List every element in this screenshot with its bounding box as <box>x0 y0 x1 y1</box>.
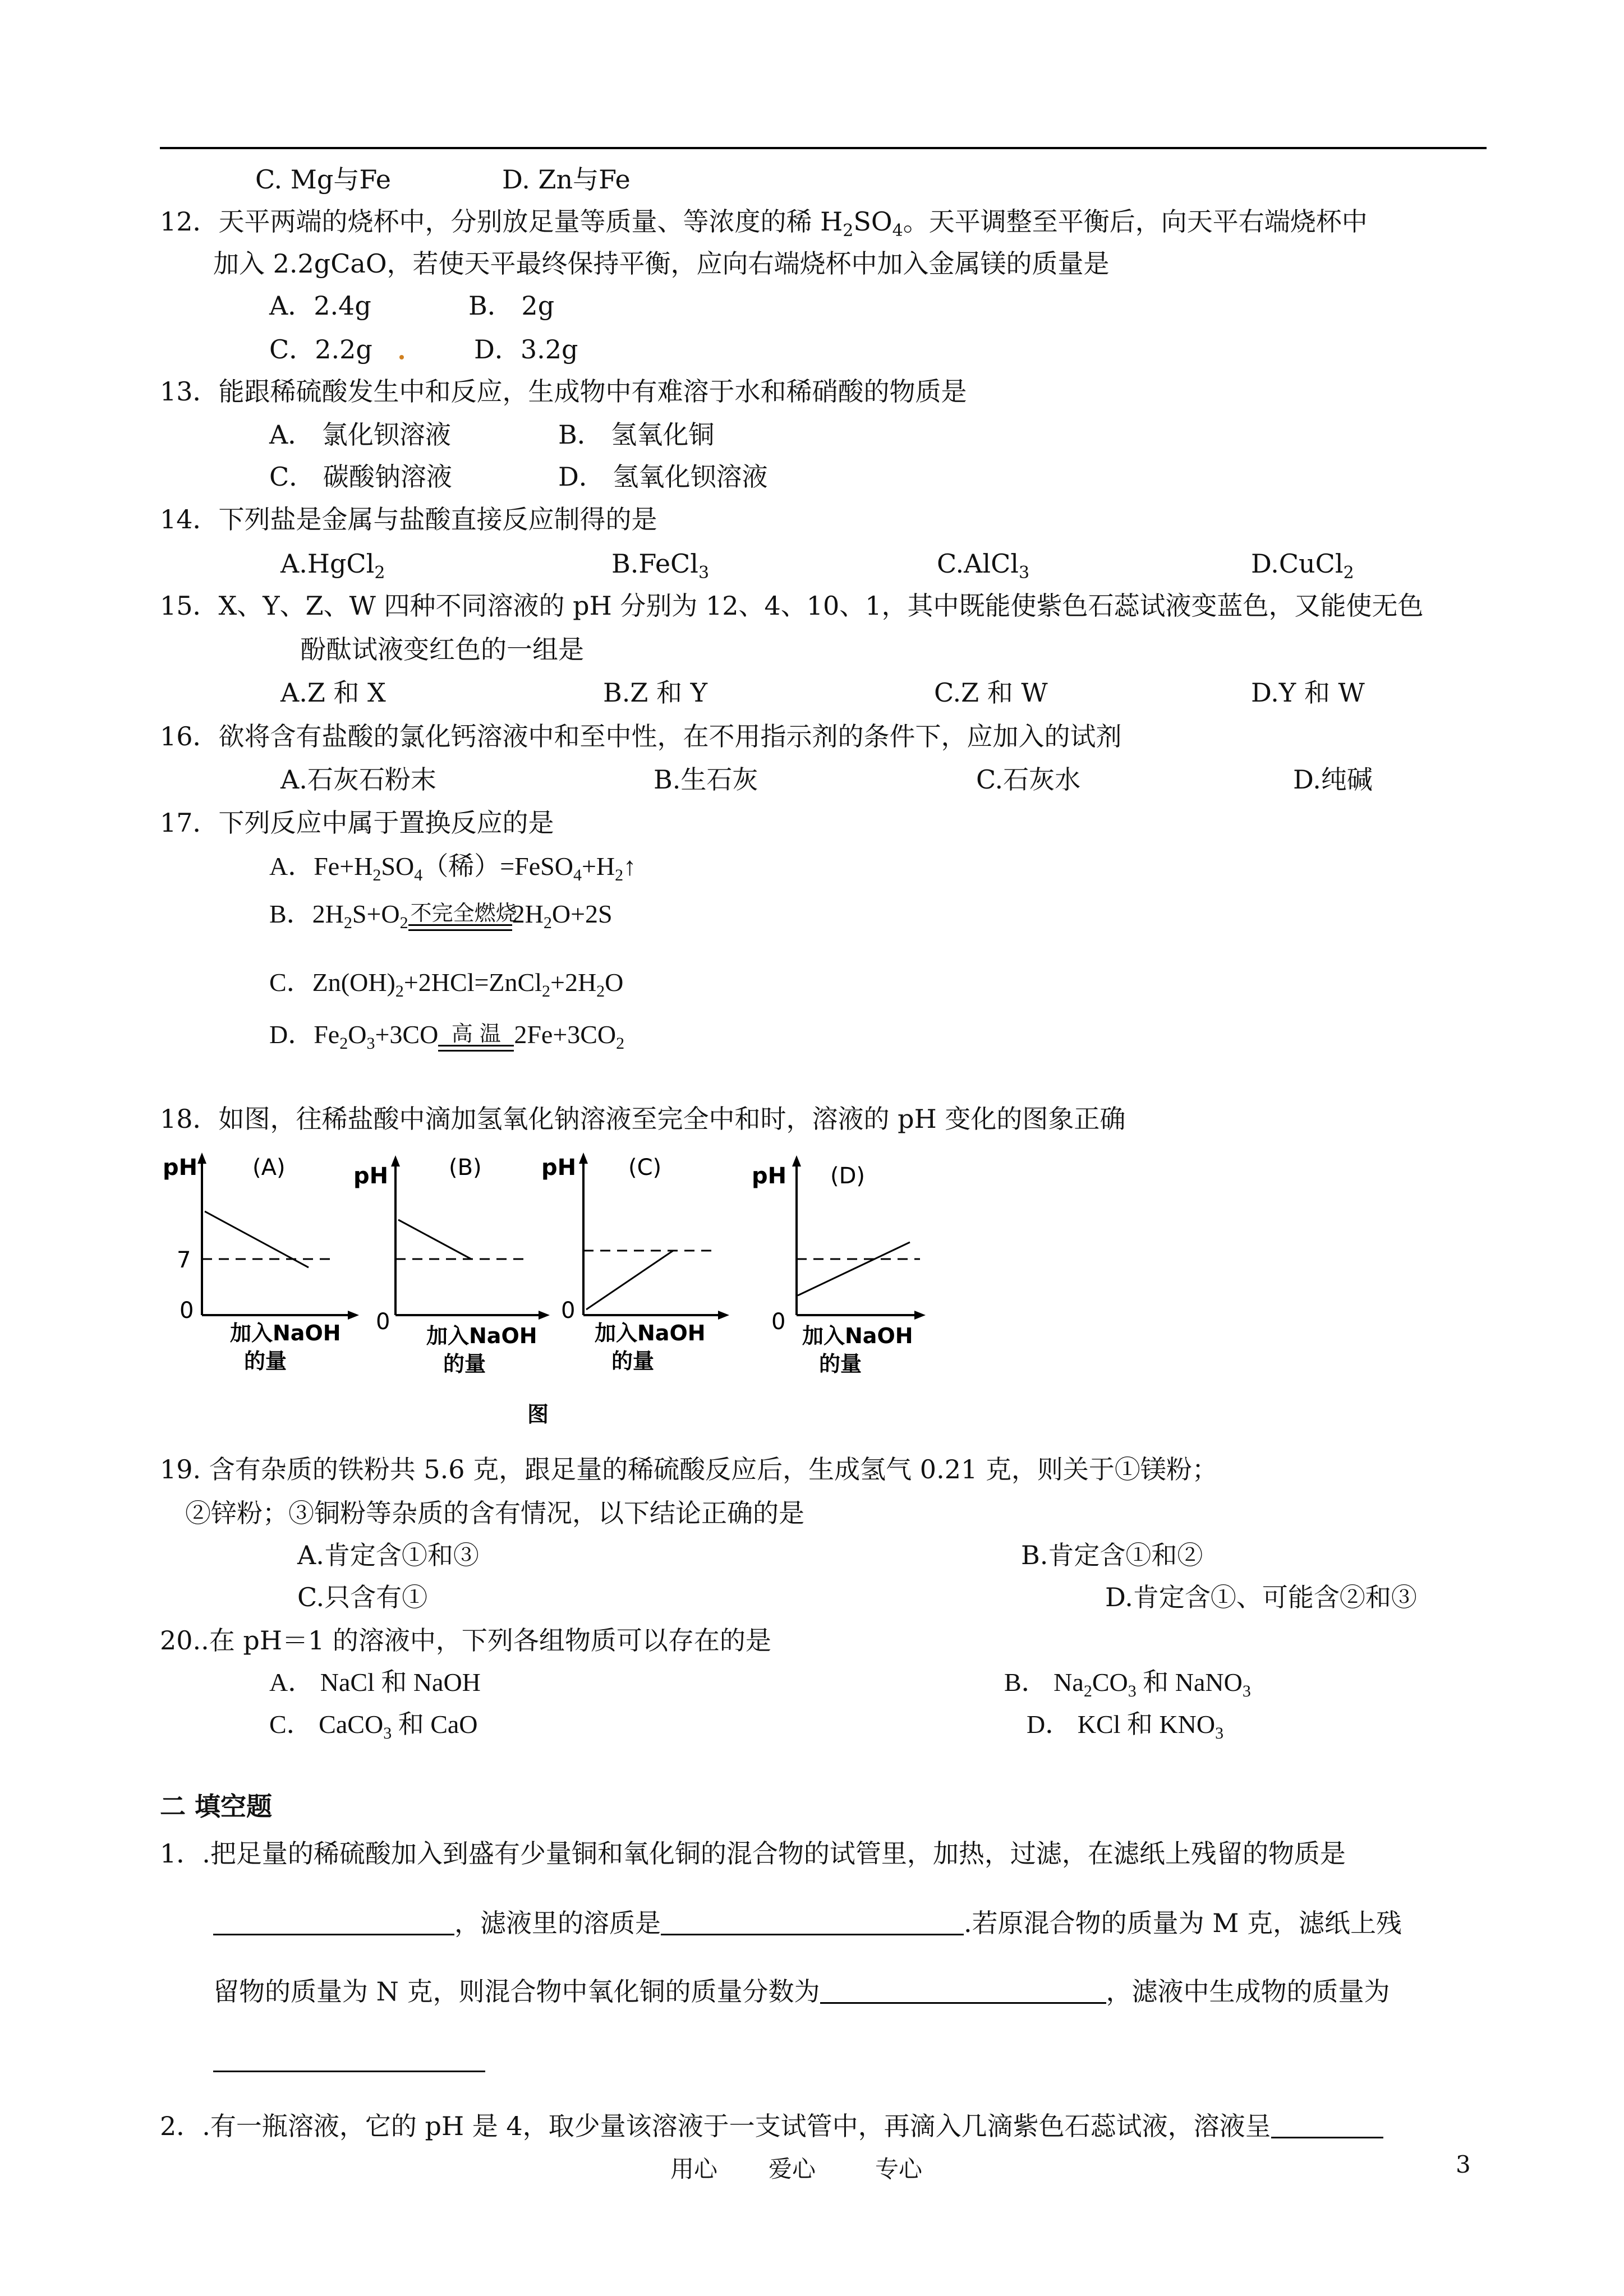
q15-option-c: C.Z 和 W <box>934 677 1048 708</box>
answer-blank[interactable] <box>661 1906 964 1935</box>
header-rule <box>160 147 1487 149</box>
graph-b-tick-0: 0 <box>376 1309 390 1335</box>
q13-stem: 13．能跟稀硫酸发生中和反应，生成物中有难溶于水和稀硝酸的物质是 <box>160 376 967 407</box>
graph-d-xlabel-line1: 加入NaOH <box>802 1324 913 1348</box>
footer-motto-1: 用心 <box>670 2155 718 2183</box>
graph-d-ylabel: pH <box>752 1163 787 1189</box>
q17-stem: 17．下列反应中属于置换反应的是 <box>160 808 554 838</box>
section-title-fill-in: 二 填空题 <box>160 1791 273 1822</box>
graph-a-tick-0: 0 <box>180 1298 194 1324</box>
f1-line3: 留物的质量为 N 克，则混合物中氧化铜的质量分数为 ，滤液中生成物的质量为 <box>213 1974 1390 2008</box>
graph-c-xlabel-line1: 加入NaOH <box>595 1321 706 1345</box>
q16-stem: 16．欲将含有盐酸的氯化钙溶液中和至中性，在不用指示剂的条件下，应加入的试剂 <box>160 721 1122 751</box>
graph-b-xlabel-line1: 加入NaOH <box>426 1324 537 1348</box>
answer-blank[interactable] <box>213 2043 485 2072</box>
answer-blank[interactable] <box>1271 2109 1383 2138</box>
q13-option-a: A． 氯化钡溶液 <box>269 419 451 450</box>
f1-line2: ，滤液里的溶质是 .若原混合物的质量为 M 克，滤纸上残 <box>213 1906 1402 1940</box>
q17-option-d: D．$Fe_2O_3+3CO$ 高 温 $2Fe+3CO_2$ <box>269 1020 625 1053</box>
graph-a-xlabel-line1: 加入NaOH <box>230 1321 341 1345</box>
q20-option-b: B． $Na_2CO_3$ 和 NaNO$_3$ <box>1004 1668 1251 1700</box>
graph-b-series-line <box>398 1220 471 1259</box>
graph-b-xlabel-line2: 的量 <box>443 1352 486 1376</box>
q20-option-c: C． CaCO$_3$ 和 CaO <box>269 1710 478 1742</box>
q12-stem-line1: 12．天平两端的烧杯中，分别放足量等质量、等浓度的稀 $H_2SO_4$。天平调整至平衡后，向天平右端烧杯中 <box>160 206 1368 241</box>
q12-option-b: B． 2g <box>468 291 555 321</box>
graph-b-label: (B) <box>449 1155 482 1181</box>
q15-stem-line1: 15．X、Y、Z、W 四种不同溶液的 pH 分别为 12、4、10、1，其中既能使紫色石蕊试液变蓝色，又能使无色 <box>160 591 1424 621</box>
graph-d <box>752 1155 926 1376</box>
ph-graphs-figure <box>151 1147 937 1433</box>
q13-option-c: C． 碳酸钠溶液 <box>269 462 452 492</box>
footer-motto-3: 专心 <box>875 2155 923 2183</box>
q14-stem: 14．下列盐是金属与盐酸直接反应制得的是 <box>160 504 657 534</box>
q13-option-d: D． 氢氧化钡溶液 <box>558 462 768 492</box>
q14-option-a: A.HgCl$_2$ <box>280 548 385 583</box>
graph-a-label: (A) <box>252 1155 286 1181</box>
q18-stem: 18．如图，往稀盐酸中滴加氢氧化钠溶液至完全中和时，溶液的 pH 变化的图象正确 <box>160 1104 1126 1134</box>
q12-option-c: C．2.2g <box>269 334 372 365</box>
graph-a-xlabel-line2: 的量 <box>244 1349 287 1373</box>
graph-c-series-line <box>586 1251 673 1310</box>
graph-c-tick-0: 0 <box>561 1298 576 1324</box>
graph-c-xlabel-line2: 的量 <box>611 1349 655 1373</box>
graph-a-ylabel: pH <box>163 1155 198 1181</box>
graph-d-series-line <box>798 1242 910 1295</box>
graph-b-ylabel: pH <box>353 1163 389 1189</box>
graph-c-ylabel: pH <box>541 1155 577 1181</box>
q15-option-b: B.Z 和 Y <box>603 677 707 708</box>
q15-stem-line2: 酚酞试液变红色的一组是 <box>300 634 584 665</box>
q19-option-d: D.肯定含①、可能含②和③ <box>1105 1582 1417 1612</box>
q11-option-c: C. Mg与Fe <box>255 164 391 195</box>
graph-c <box>541 1152 729 1373</box>
answer-blank[interactable] <box>820 1974 1106 2004</box>
q19-option-b: B.肯定含①和② <box>1021 1540 1203 1570</box>
q11-option-d: D. Zn与Fe <box>502 164 631 195</box>
q14-option-b: B.FeCl$_3$ <box>611 548 710 583</box>
f1-line4 <box>213 2043 485 2077</box>
page-number: 3 <box>1456 2151 1471 2178</box>
stray-mark <box>399 355 404 359</box>
q20-stem: 20..在 pH＝1 的溶液中，下列各组物质可以存在的是 <box>160 1625 771 1656</box>
q16-option-d: D.纯碱 <box>1293 764 1373 795</box>
q16-option-a: A.石灰石粉末 <box>280 764 436 795</box>
q15-option-a: A.Z 和 X <box>280 677 386 708</box>
figure-caption: 图 <box>527 1402 549 1427</box>
q17-option-c: C．$Zn(OH)_2+2HCl=ZnCl_2+2H_2O$ <box>269 968 624 1001</box>
reaction-condition-arrow: 不完全燃烧 <box>408 902 512 931</box>
reaction-condition-arrow: 高 温 <box>438 1022 514 1052</box>
q19-option-a: A.肯定含①和③ <box>297 1540 479 1570</box>
q15-option-d: D.Y 和 W <box>1251 677 1365 708</box>
q12-stem-line2: 加入 2.2gCaO，若使天平最终保持平衡，应向右端烧杯中加入金属镁的质量是 <box>213 248 1110 279</box>
q20-option-d: D． KCl 和 $KNO_3$ <box>1027 1710 1224 1742</box>
q16-option-b: B.生石灰 <box>654 764 758 795</box>
q13-option-b: B． 氢氧化铜 <box>558 419 715 450</box>
q19-stem-line1: 19. 含有杂质的铁粉共 5.6 克，跟足量的稀硫酸反应后，生成氢气 0.21 克，则关于①镁粉； <box>160 1454 1218 1484</box>
graph-b <box>353 1155 550 1376</box>
q17-option-b: B．$2H_2S+O_2$ 不完全燃烧 $2H_2O+2S$ <box>269 900 613 932</box>
answer-blank[interactable] <box>213 1906 454 1935</box>
q14-option-d: D.CuCl$_2$ <box>1251 548 1354 583</box>
q20-option-a: A． NaCl 和 NaOH <box>269 1668 481 1696</box>
q14-option-c: C.AlCl$_3$ <box>937 548 1030 583</box>
graph-c-label: (C) <box>628 1155 662 1181</box>
graph-a-tick-7: 7 <box>177 1247 191 1273</box>
q12-option-d: D．3.2g <box>474 334 578 365</box>
q17-option-a: A．$Fe+H_2SO_4$（稀）$=FeSO_4+H_2↑$ <box>269 852 637 884</box>
graph-d-label: (D) <box>830 1163 866 1189</box>
graph-a <box>163 1152 359 1373</box>
graph-d-xlabel-line2: 的量 <box>819 1352 862 1376</box>
q19-option-c: C.只含有① <box>297 1582 428 1612</box>
q12-option-a: A．2.4g <box>269 291 371 321</box>
f2-line1: 2．.有一瓶溶液，它的 pH 是 4，取少量该溶液于一支试管中，再滴入几滴紫色石蕊试液，溶液呈 <box>160 2109 1383 2143</box>
f1-line1: 1．.把足量的稀硫酸加入到盛有少量铜和氧化铜的混合物的试管里，加热，过滤，在滤纸上残留的物质是 <box>160 1838 1346 1869</box>
q16-option-c: C.石灰水 <box>976 764 1081 795</box>
footer-motto-2: 爱心 <box>769 2155 816 2183</box>
graph-d-tick-0: 0 <box>771 1309 786 1335</box>
q19-stem-line2: ②锌粉；③铜粉等杂质的含有情况，以下结论正确的是 <box>185 1498 804 1528</box>
